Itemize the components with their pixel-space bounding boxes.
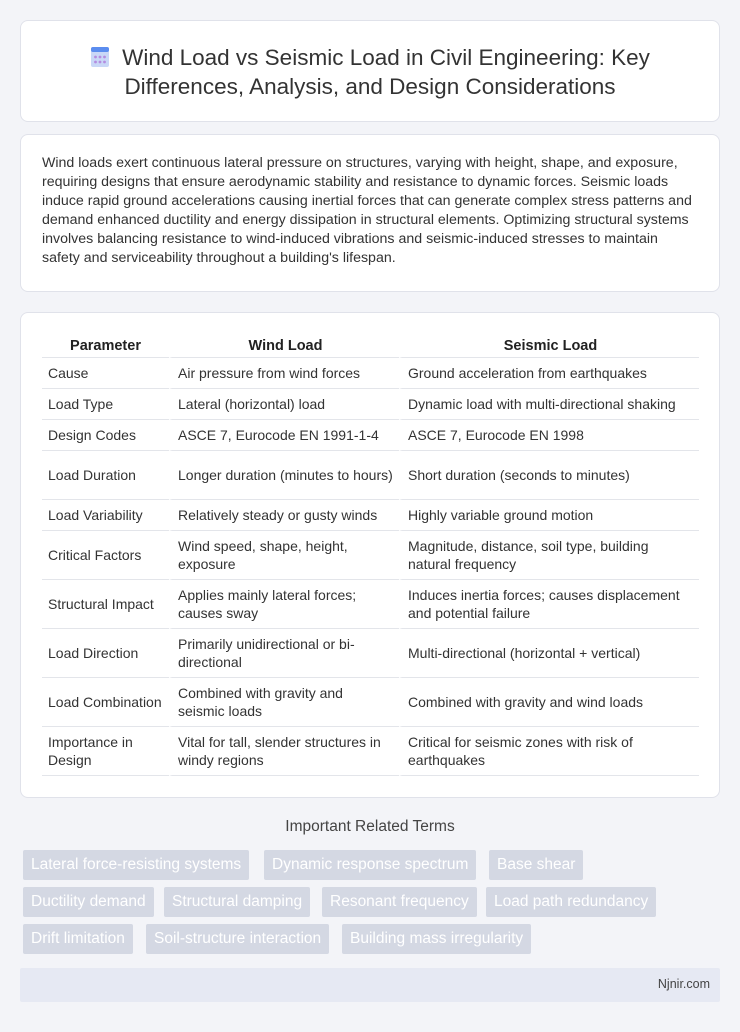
wind-cell: Applies mainly lateral forces; causes sway <box>169 580 399 629</box>
table-row <box>42 500 699 531</box>
header-wind-load: Wind Load <box>169 333 399 358</box>
table-row <box>42 451 699 500</box>
table-row <box>42 727 699 776</box>
seismic-cell: Multi-directional (horizontal + vertical) <box>399 629 699 678</box>
footer-site-link[interactable]: Njnir.com <box>657 977 710 991</box>
wind-cell: ASCE 7, Eurocode EN 1991-1-4 <box>169 420 399 451</box>
related-term-tag[interactable]: Lateral force-resisting systems <box>23 850 249 880</box>
parameter-cell: Critical Factors <box>42 531 169 580</box>
comparison-table-card <box>20 312 720 798</box>
header-parameter: Parameter <box>42 333 169 358</box>
seismic-cell: Ground acceleration from earthquakes <box>399 358 699 389</box>
parameter-cell: Load Duration <box>42 451 169 500</box>
related-term-tag[interactable]: Resonant frequency <box>322 887 477 917</box>
table-row <box>42 629 699 678</box>
wind-cell: Primarily unidirectional or bi-directional <box>169 629 399 678</box>
wind-cell: Relatively steady or gusty winds <box>169 500 399 531</box>
seismic-cell: Magnitude, distance, soil type, building natural frequency <box>399 531 699 580</box>
footer-bar <box>20 968 720 1002</box>
table-row <box>42 420 699 451</box>
table-header-row <box>42 333 699 358</box>
wind-cell: Air pressure from wind forces <box>169 358 399 389</box>
parameter-cell: Load Combination <box>42 678 169 727</box>
page-title <box>21 43 719 101</box>
document-icon <box>90 46 110 68</box>
wind-cell: Combined with gravity and seismic loads <box>169 678 399 727</box>
related-terms-heading: Important Related Terms <box>285 818 455 835</box>
title-line-1: Wind Load vs Seismic Load in Civil Engineering: Key <box>122 45 650 70</box>
seismic-cell: Combined with gravity and wind loads <box>399 678 699 727</box>
related-term-tag[interactable]: Load path redundancy <box>486 887 656 917</box>
wind-cell: Wind speed, shape, height, exposure <box>169 531 399 580</box>
related-term-tag[interactable]: Building mass irregularity <box>342 924 531 954</box>
intro-card <box>20 134 720 292</box>
seismic-cell: Highly variable ground motion <box>399 500 699 531</box>
related-term-tag[interactable]: Base shear <box>489 850 583 880</box>
related-term-tag[interactable]: Ductility demand <box>23 887 154 917</box>
related-term-tag[interactable]: Soil-structure interaction <box>146 924 329 954</box>
comparison-table <box>42 333 699 776</box>
seismic-cell: Critical for seismic zones with risk of earthquakes <box>399 727 699 776</box>
wind-cell: Longer duration (minutes to hours) <box>169 451 399 500</box>
seismic-cell: ASCE 7, Eurocode EN 1998 <box>399 420 699 451</box>
title-card <box>20 20 720 122</box>
title-line-2: Differences, Analysis, and Design Considerations <box>124 74 616 99</box>
header-seismic-load: Seismic Load <box>399 333 699 358</box>
related-term-tag[interactable]: Dynamic response spectrum <box>264 850 476 880</box>
table-row <box>42 358 699 389</box>
parameter-cell: Cause <box>42 358 169 389</box>
parameter-cell: Design Codes <box>42 420 169 451</box>
seismic-cell: Induces inertia forces; causes displacement and potential failure <box>399 580 699 629</box>
related-term-tag[interactable]: Structural damping <box>164 887 310 917</box>
wind-cell: Lateral (horizontal) load <box>169 389 399 420</box>
intro-paragraph: Wind loads exert continuous lateral pressure on structures, varying with height, shape, and exposure, requiring designs that ensure aerodynamic stability and resistance to dynamic forces. Seismic loads induce rapid ground accelerations causing inertial forces that can generate complex stress patterns and demand enhanced ductility and energy dissipation in structural elements. Optimizing structural systems involves balancing resistance to wind-induced vibrations and seismic-induced stresses to maintain safety and serviceability throughout a building's lifespan. <box>42 155 692 266</box>
parameter-cell: Load Type <box>42 389 169 420</box>
parameter-cell: Load Direction <box>42 629 169 678</box>
table-row <box>42 531 699 580</box>
seismic-cell: Short duration (seconds to minutes) <box>399 451 699 500</box>
parameter-cell: Importance in Design <box>42 727 169 776</box>
wind-cell: Vital for tall, slender structures in windy regions <box>169 727 399 776</box>
table-row <box>42 580 699 629</box>
parameter-cell: Structural Impact <box>42 580 169 629</box>
parameter-cell: Load Variability <box>42 500 169 531</box>
related-term-tag[interactable]: Drift limitation <box>23 924 133 954</box>
seismic-cell: Dynamic load with multi-directional shaking <box>399 389 699 420</box>
table-row <box>42 389 699 420</box>
table-row <box>42 678 699 727</box>
